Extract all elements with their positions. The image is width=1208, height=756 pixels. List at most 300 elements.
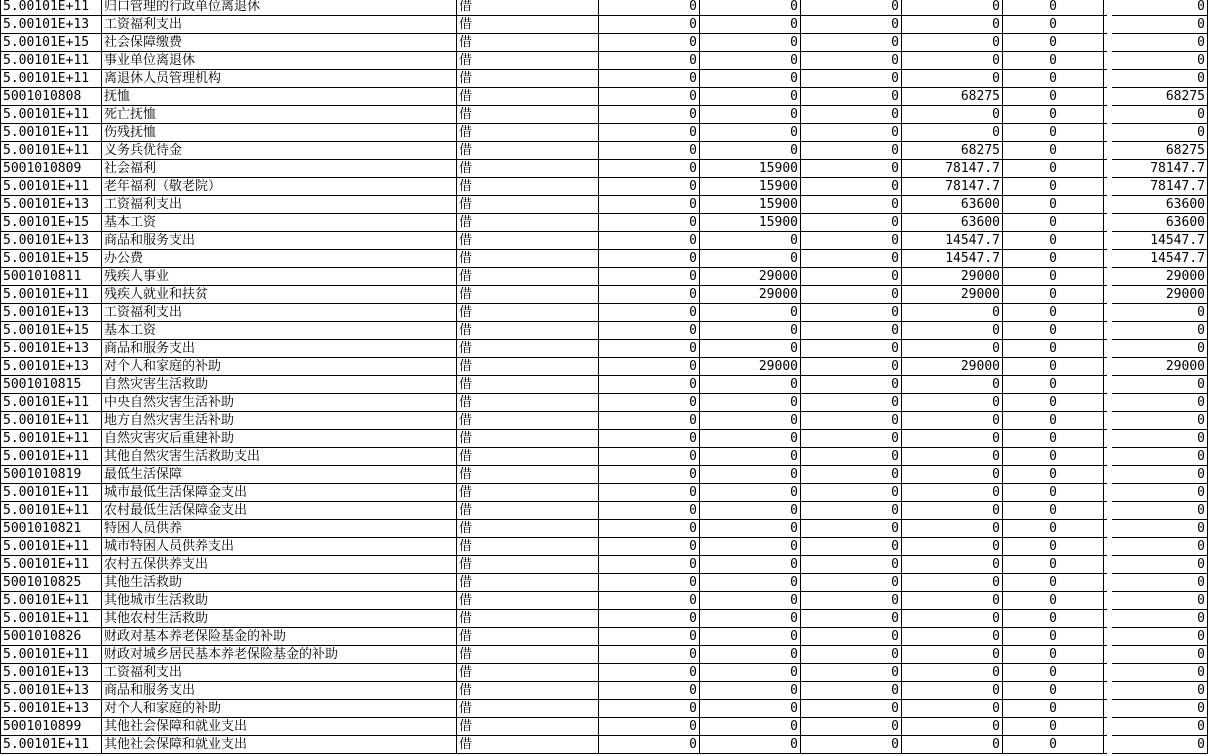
value-cell[interactable]: 0 (599, 628, 700, 646)
account-name-cell[interactable]: 社会福利 (102, 160, 457, 178)
direction-cell[interactable]: 借 (457, 268, 599, 286)
account-code-cell[interactable]: 5.00101E+11 (1, 592, 102, 610)
value-cell[interactable]: 0 (1003, 178, 1104, 196)
value-cell[interactable]: 0 (599, 160, 700, 178)
value-cell[interactable]: 0 (1104, 340, 1208, 358)
account-code-cell[interactable]: 5.00101E+11 (1, 448, 102, 466)
value-cell[interactable]: 0 (801, 358, 902, 376)
account-code-cell[interactable]: 5.00101E+15 (1, 214, 102, 232)
value-cell[interactable]: 78147.7 (1104, 178, 1208, 196)
account-name-cell[interactable]: 特困人员供养 (102, 520, 457, 538)
value-cell[interactable]: 0 (1104, 0, 1208, 16)
value-cell[interactable]: 0 (599, 538, 700, 556)
value-cell[interactable]: 0 (700, 250, 801, 268)
value-cell[interactable]: 0 (599, 448, 700, 466)
account-code-cell[interactable]: 5.00101E+11 (1, 286, 102, 304)
value-cell[interactable]: 0 (700, 394, 801, 412)
direction-cell[interactable]: 借 (457, 628, 599, 646)
value-cell[interactable]: 0 (1104, 34, 1208, 52)
value-cell[interactable]: 0 (902, 70, 1003, 88)
value-cell[interactable]: 0 (902, 502, 1003, 520)
account-name-cell[interactable]: 归口管理的行政单位离退休 (102, 0, 457, 16)
value-cell[interactable]: 0 (599, 646, 700, 664)
value-cell[interactable]: 0 (902, 520, 1003, 538)
direction-cell[interactable]: 借 (457, 700, 599, 718)
account-name-cell[interactable]: 老年福利（敬老院） (102, 178, 457, 196)
value-cell[interactable]: 0 (1003, 106, 1104, 124)
value-cell[interactable]: 0 (599, 232, 700, 250)
value-cell[interactable]: 0 (599, 682, 700, 700)
value-cell[interactable]: 0 (700, 718, 801, 736)
account-code-cell[interactable]: 5.00101E+15 (1, 34, 102, 52)
value-cell[interactable]: 0 (599, 34, 700, 52)
value-cell[interactable]: 0 (599, 412, 700, 430)
value-cell[interactable]: 0 (902, 736, 1003, 754)
value-cell[interactable]: 14547.7 (902, 250, 1003, 268)
value-cell[interactable]: 0 (902, 430, 1003, 448)
account-name-cell[interactable]: 工资福利支出 (102, 304, 457, 322)
direction-cell[interactable]: 借 (457, 16, 599, 34)
value-cell[interactable]: 0 (902, 664, 1003, 682)
value-cell[interactable]: 15900 (700, 214, 801, 232)
value-cell[interactable]: 0 (1003, 502, 1104, 520)
value-cell[interactable]: 0 (700, 664, 801, 682)
account-name-cell[interactable]: 义务兵优待金 (102, 142, 457, 160)
value-cell[interactable]: 0 (1104, 592, 1208, 610)
value-cell[interactable]: 0 (801, 286, 902, 304)
value-cell[interactable]: 0 (801, 574, 902, 592)
account-name-cell[interactable]: 死亡抚恤 (102, 106, 457, 124)
value-cell[interactable]: 0 (801, 124, 902, 142)
account-code-cell[interactable]: 5.00101E+13 (1, 304, 102, 322)
account-name-cell[interactable]: 基本工资 (102, 322, 457, 340)
value-cell[interactable]: 0 (1003, 304, 1104, 322)
direction-cell[interactable]: 借 (457, 160, 599, 178)
account-code-cell[interactable]: 5.00101E+11 (1, 484, 102, 502)
value-cell[interactable]: 0 (599, 286, 700, 304)
value-cell[interactable]: 0 (801, 412, 902, 430)
direction-cell[interactable]: 借 (457, 376, 599, 394)
value-cell[interactable]: 0 (1104, 628, 1208, 646)
account-code-cell[interactable]: 5.00101E+15 (1, 322, 102, 340)
value-cell[interactable]: 0 (599, 268, 700, 286)
value-cell[interactable]: 29000 (1104, 286, 1208, 304)
account-code-cell[interactable]: 5001010899 (1, 718, 102, 736)
value-cell[interactable]: 0 (1003, 250, 1104, 268)
value-cell[interactable]: 0 (599, 178, 700, 196)
value-cell[interactable]: 0 (599, 196, 700, 214)
value-cell[interactable]: 0 (1104, 412, 1208, 430)
direction-cell[interactable]: 借 (457, 466, 599, 484)
direction-cell[interactable]: 借 (457, 340, 599, 358)
value-cell[interactable]: 0 (902, 412, 1003, 430)
value-cell[interactable]: 0 (1104, 322, 1208, 340)
value-cell[interactable]: 0 (801, 106, 902, 124)
direction-cell[interactable]: 借 (457, 520, 599, 538)
value-cell[interactable]: 0 (801, 178, 902, 196)
direction-cell[interactable]: 借 (457, 574, 599, 592)
value-cell[interactable]: 29000 (700, 286, 801, 304)
account-name-cell[interactable]: 工资福利支出 (102, 16, 457, 34)
value-cell[interactable]: 0 (801, 142, 902, 160)
value-cell[interactable]: 0 (1003, 160, 1104, 178)
account-name-cell[interactable]: 其他农村生活救助 (102, 610, 457, 628)
value-cell[interactable]: 0 (902, 574, 1003, 592)
value-cell[interactable]: 0 (599, 52, 700, 70)
direction-cell[interactable]: 借 (457, 34, 599, 52)
value-cell[interactable]: 0 (700, 610, 801, 628)
value-cell[interactable]: 78147.7 (1104, 160, 1208, 178)
value-cell[interactable]: 0 (902, 376, 1003, 394)
value-cell[interactable]: 0 (700, 682, 801, 700)
account-name-cell[interactable]: 残疾人就业和扶贫 (102, 286, 457, 304)
account-code-cell[interactable]: 5001010821 (1, 520, 102, 538)
value-cell[interactable]: 0 (1003, 610, 1104, 628)
value-cell[interactable]: 0 (1104, 574, 1208, 592)
value-cell[interactable]: 0 (1104, 700, 1208, 718)
value-cell[interactable]: 0 (1003, 268, 1104, 286)
value-cell[interactable]: 0 (599, 142, 700, 160)
direction-cell[interactable]: 借 (457, 214, 599, 232)
account-code-cell[interactable]: 5001010819 (1, 466, 102, 484)
direction-cell[interactable]: 借 (457, 106, 599, 124)
value-cell[interactable]: 0 (1003, 16, 1104, 34)
value-cell[interactable]: 0 (1104, 520, 1208, 538)
account-code-cell[interactable]: 5.00101E+13 (1, 682, 102, 700)
value-cell[interactable]: 0 (801, 520, 902, 538)
value-cell[interactable]: 29000 (902, 286, 1003, 304)
account-code-cell[interactable]: 5.00101E+11 (1, 610, 102, 628)
value-cell[interactable]: 0 (1003, 466, 1104, 484)
value-cell[interactable]: 29000 (902, 358, 1003, 376)
direction-cell[interactable]: 借 (457, 484, 599, 502)
value-cell[interactable]: 0 (599, 124, 700, 142)
value-cell[interactable]: 0 (801, 700, 902, 718)
value-cell[interactable]: 0 (700, 538, 801, 556)
direction-cell[interactable]: 借 (457, 610, 599, 628)
value-cell[interactable]: 0 (700, 142, 801, 160)
value-cell[interactable]: 0 (599, 322, 700, 340)
direction-cell[interactable]: 借 (457, 556, 599, 574)
account-name-cell[interactable]: 商品和服务支出 (102, 682, 457, 700)
value-cell[interactable]: 0 (1003, 196, 1104, 214)
value-cell[interactable]: 0 (801, 0, 902, 16)
value-cell[interactable]: 0 (599, 70, 700, 88)
account-code-cell[interactable]: 5.00101E+11 (1, 124, 102, 142)
value-cell[interactable]: 15900 (700, 160, 801, 178)
account-name-cell[interactable]: 财政对城乡居民基本养老保险基金的补助 (102, 646, 457, 664)
account-name-cell[interactable]: 抚恤 (102, 88, 457, 106)
value-cell[interactable]: 0 (1104, 502, 1208, 520)
value-cell[interactable]: 0 (902, 538, 1003, 556)
value-cell[interactable]: 0 (599, 430, 700, 448)
value-cell[interactable]: 0 (599, 466, 700, 484)
value-cell[interactable]: 0 (801, 448, 902, 466)
account-code-cell[interactable]: 5.00101E+11 (1, 646, 102, 664)
account-code-cell[interactable]: 5001010808 (1, 88, 102, 106)
direction-cell[interactable]: 借 (457, 592, 599, 610)
value-cell[interactable]: 63600 (902, 196, 1003, 214)
direction-cell[interactable]: 借 (457, 718, 599, 736)
account-name-cell[interactable]: 最低生活保障 (102, 466, 457, 484)
value-cell[interactable]: 0 (1104, 664, 1208, 682)
value-cell[interactable]: 0 (801, 628, 902, 646)
account-code-cell[interactable]: 5.00101E+11 (1, 394, 102, 412)
value-cell[interactable]: 0 (1003, 448, 1104, 466)
value-cell[interactable]: 0 (599, 214, 700, 232)
value-cell[interactable]: 0 (902, 718, 1003, 736)
value-cell[interactable]: 0 (1104, 718, 1208, 736)
direction-cell[interactable]: 借 (457, 682, 599, 700)
direction-cell[interactable]: 借 (457, 70, 599, 88)
value-cell[interactable]: 0 (1003, 520, 1104, 538)
direction-cell[interactable]: 借 (457, 286, 599, 304)
value-cell[interactable]: 0 (1104, 466, 1208, 484)
value-cell[interactable]: 0 (599, 736, 700, 754)
value-cell[interactable]: 0 (801, 502, 902, 520)
value-cell[interactable]: 0 (801, 682, 902, 700)
value-cell[interactable]: 0 (801, 610, 902, 628)
account-code-cell[interactable]: 5.00101E+13 (1, 340, 102, 358)
account-code-cell[interactable]: 5.00101E+11 (1, 430, 102, 448)
value-cell[interactable]: 0 (700, 0, 801, 16)
value-cell[interactable]: 0 (902, 322, 1003, 340)
value-cell[interactable]: 0 (700, 88, 801, 106)
value-cell[interactable]: 0 (902, 394, 1003, 412)
value-cell[interactable]: 68275 (1104, 88, 1208, 106)
value-cell[interactable]: 0 (1003, 142, 1104, 160)
value-cell[interactable]: 63600 (1104, 214, 1208, 232)
value-cell[interactable]: 0 (801, 394, 902, 412)
value-cell[interactable]: 0 (1104, 430, 1208, 448)
value-cell[interactable]: 0 (1003, 556, 1104, 574)
value-cell[interactable]: 0 (1003, 322, 1104, 340)
direction-cell[interactable]: 借 (457, 448, 599, 466)
value-cell[interactable]: 0 (902, 0, 1003, 16)
value-cell[interactable]: 0 (599, 376, 700, 394)
value-cell[interactable]: 0 (801, 556, 902, 574)
account-code-cell[interactable]: 5.00101E+13 (1, 232, 102, 250)
value-cell[interactable]: 0 (1003, 430, 1104, 448)
value-cell[interactable]: 0 (902, 466, 1003, 484)
value-cell[interactable]: 0 (1104, 394, 1208, 412)
value-cell[interactable]: 0 (599, 664, 700, 682)
value-cell[interactable]: 0 (1003, 682, 1104, 700)
value-cell[interactable]: 0 (700, 304, 801, 322)
value-cell[interactable]: 29000 (902, 268, 1003, 286)
value-cell[interactable]: 0 (902, 106, 1003, 124)
value-cell[interactable]: 0 (599, 574, 700, 592)
value-cell[interactable]: 0 (902, 448, 1003, 466)
value-cell[interactable]: 0 (599, 16, 700, 34)
value-cell[interactable]: 0 (902, 556, 1003, 574)
value-cell[interactable]: 0 (700, 736, 801, 754)
value-cell[interactable]: 0 (1003, 592, 1104, 610)
account-name-cell[interactable]: 对个人和家庭的补助 (102, 700, 457, 718)
account-name-cell[interactable]: 中央自然灾害生活补助 (102, 394, 457, 412)
account-name-cell[interactable]: 农村五保供养支出 (102, 556, 457, 574)
value-cell[interactable]: 0 (801, 304, 902, 322)
value-cell[interactable]: 14547.7 (1104, 232, 1208, 250)
value-cell[interactable]: 0 (700, 628, 801, 646)
account-code-cell[interactable]: 5.00101E+15 (1, 250, 102, 268)
value-cell[interactable]: 0 (1003, 214, 1104, 232)
value-cell[interactable]: 0 (599, 340, 700, 358)
account-code-cell[interactable]: 5.00101E+11 (1, 142, 102, 160)
value-cell[interactable]: 0 (1104, 16, 1208, 34)
value-cell[interactable]: 0 (1104, 304, 1208, 322)
value-cell[interactable]: 0 (599, 484, 700, 502)
value-cell[interactable]: 0 (599, 592, 700, 610)
value-cell[interactable]: 0 (1003, 736, 1104, 754)
account-code-cell[interactable]: 5.00101E+11 (1, 736, 102, 754)
value-cell[interactable]: 0 (1003, 52, 1104, 70)
value-cell[interactable]: 68275 (1104, 142, 1208, 160)
account-code-cell[interactable]: 5001010815 (1, 376, 102, 394)
value-cell[interactable]: 0 (902, 34, 1003, 52)
account-code-cell[interactable]: 5.00101E+11 (1, 502, 102, 520)
value-cell[interactable]: 0 (700, 574, 801, 592)
direction-cell[interactable]: 借 (457, 88, 599, 106)
account-name-cell[interactable]: 自然灾害生活救助 (102, 376, 457, 394)
value-cell[interactable]: 0 (902, 700, 1003, 718)
value-cell[interactable]: 0 (700, 70, 801, 88)
value-cell[interactable]: 0 (700, 340, 801, 358)
value-cell[interactable]: 0 (700, 232, 801, 250)
direction-cell[interactable]: 借 (457, 736, 599, 754)
value-cell[interactable]: 0 (902, 610, 1003, 628)
value-cell[interactable]: 0 (801, 484, 902, 502)
value-cell[interactable]: 0 (599, 106, 700, 124)
account-name-cell[interactable]: 基本工资 (102, 214, 457, 232)
account-name-cell[interactable]: 其他城市生活救助 (102, 592, 457, 610)
direction-cell[interactable]: 借 (457, 178, 599, 196)
account-code-cell[interactable]: 5.00101E+13 (1, 16, 102, 34)
direction-cell[interactable]: 借 (457, 664, 599, 682)
value-cell[interactable]: 0 (700, 322, 801, 340)
direction-cell[interactable]: 借 (457, 232, 599, 250)
value-cell[interactable]: 0 (1104, 736, 1208, 754)
direction-cell[interactable]: 借 (457, 322, 599, 340)
account-name-cell[interactable]: 商品和服务支出 (102, 232, 457, 250)
direction-cell[interactable]: 借 (457, 358, 599, 376)
account-code-cell[interactable]: 5.00101E+13 (1, 664, 102, 682)
value-cell[interactable]: 0 (599, 556, 700, 574)
value-cell[interactable]: 0 (1003, 286, 1104, 304)
account-name-cell[interactable]: 城市最低生活保障金支出 (102, 484, 457, 502)
account-code-cell[interactable]: 5.00101E+13 (1, 196, 102, 214)
value-cell[interactable]: 0 (1104, 610, 1208, 628)
value-cell[interactable]: 0 (700, 52, 801, 70)
value-cell[interactable]: 68275 (902, 88, 1003, 106)
value-cell[interactable]: 0 (599, 250, 700, 268)
value-cell[interactable]: 0 (599, 610, 700, 628)
value-cell[interactable]: 0 (902, 52, 1003, 70)
value-cell[interactable]: 0 (902, 484, 1003, 502)
account-name-cell[interactable]: 工资福利支出 (102, 664, 457, 682)
value-cell[interactable]: 0 (1104, 70, 1208, 88)
value-cell[interactable]: 0 (700, 106, 801, 124)
value-cell[interactable]: 0 (1104, 538, 1208, 556)
value-cell[interactable]: 0 (1003, 340, 1104, 358)
direction-cell[interactable]: 借 (457, 196, 599, 214)
value-cell[interactable]: 0 (1104, 124, 1208, 142)
direction-cell[interactable]: 借 (457, 430, 599, 448)
value-cell[interactable]: 0 (700, 34, 801, 52)
direction-cell[interactable]: 借 (457, 52, 599, 70)
account-code-cell[interactable]: 5.00101E+11 (1, 52, 102, 70)
direction-cell[interactable]: 借 (457, 304, 599, 322)
value-cell[interactable]: 0 (801, 232, 902, 250)
value-cell[interactable]: 0 (801, 736, 902, 754)
value-cell[interactable]: 78147.7 (902, 160, 1003, 178)
direction-cell[interactable]: 借 (457, 250, 599, 268)
value-cell[interactable]: 0 (700, 16, 801, 34)
account-name-cell[interactable]: 其他社会保障和就业支出 (102, 718, 457, 736)
value-cell[interactable]: 0 (599, 358, 700, 376)
value-cell[interactable]: 0 (1003, 646, 1104, 664)
value-cell[interactable]: 0 (902, 304, 1003, 322)
value-cell[interactable]: 0 (599, 700, 700, 718)
value-cell[interactable]: 0 (801, 214, 902, 232)
value-cell[interactable]: 0 (599, 88, 700, 106)
account-name-cell[interactable]: 对个人和家庭的补助 (102, 358, 457, 376)
value-cell[interactable]: 0 (801, 466, 902, 484)
account-name-cell[interactable]: 伤残抚恤 (102, 124, 457, 142)
account-code-cell[interactable]: 5.00101E+13 (1, 700, 102, 718)
account-code-cell[interactable]: 5.00101E+11 (1, 106, 102, 124)
value-cell[interactable]: 0 (1104, 448, 1208, 466)
account-name-cell[interactable]: 农村最低生活保障金支出 (102, 502, 457, 520)
value-cell[interactable]: 0 (1003, 394, 1104, 412)
account-name-cell[interactable]: 商品和服务支出 (102, 340, 457, 358)
account-name-cell[interactable]: 其他自然灾害生活救助支出 (102, 448, 457, 466)
value-cell[interactable]: 0 (599, 520, 700, 538)
value-cell[interactable]: 0 (1003, 232, 1104, 250)
value-cell[interactable]: 0 (1104, 556, 1208, 574)
value-cell[interactable]: 0 (599, 394, 700, 412)
account-code-cell[interactable]: 5001010825 (1, 574, 102, 592)
value-cell[interactable]: 0 (700, 520, 801, 538)
value-cell[interactable]: 0 (1104, 106, 1208, 124)
value-cell[interactable]: 0 (801, 88, 902, 106)
account-name-cell[interactable]: 其他社会保障和就业支出 (102, 736, 457, 754)
account-code-cell[interactable]: 5.00101E+11 (1, 178, 102, 196)
value-cell[interactable]: 29000 (700, 358, 801, 376)
value-cell[interactable]: 0 (1003, 358, 1104, 376)
value-cell[interactable]: 0 (599, 0, 700, 16)
value-cell[interactable]: 29000 (1104, 268, 1208, 286)
value-cell[interactable]: 0 (801, 538, 902, 556)
value-cell[interactable]: 0 (1003, 484, 1104, 502)
direction-cell[interactable]: 借 (457, 538, 599, 556)
direction-cell[interactable]: 借 (457, 412, 599, 430)
value-cell[interactable]: 0 (1003, 34, 1104, 52)
value-cell[interactable]: 0 (1104, 376, 1208, 394)
value-cell[interactable]: 0 (700, 646, 801, 664)
value-cell[interactable]: 0 (801, 340, 902, 358)
value-cell[interactable]: 0 (902, 340, 1003, 358)
account-name-cell[interactable]: 事业单位离退休 (102, 52, 457, 70)
value-cell[interactable]: 15900 (700, 196, 801, 214)
value-cell[interactable]: 0 (700, 502, 801, 520)
value-cell[interactable]: 0 (801, 52, 902, 70)
account-code-cell[interactable]: 5001010811 (1, 268, 102, 286)
value-cell[interactable]: 0 (801, 646, 902, 664)
direction-cell[interactable]: 借 (457, 0, 599, 16)
account-name-cell[interactable]: 城市特困人员供养支出 (102, 538, 457, 556)
value-cell[interactable]: 0 (1003, 124, 1104, 142)
